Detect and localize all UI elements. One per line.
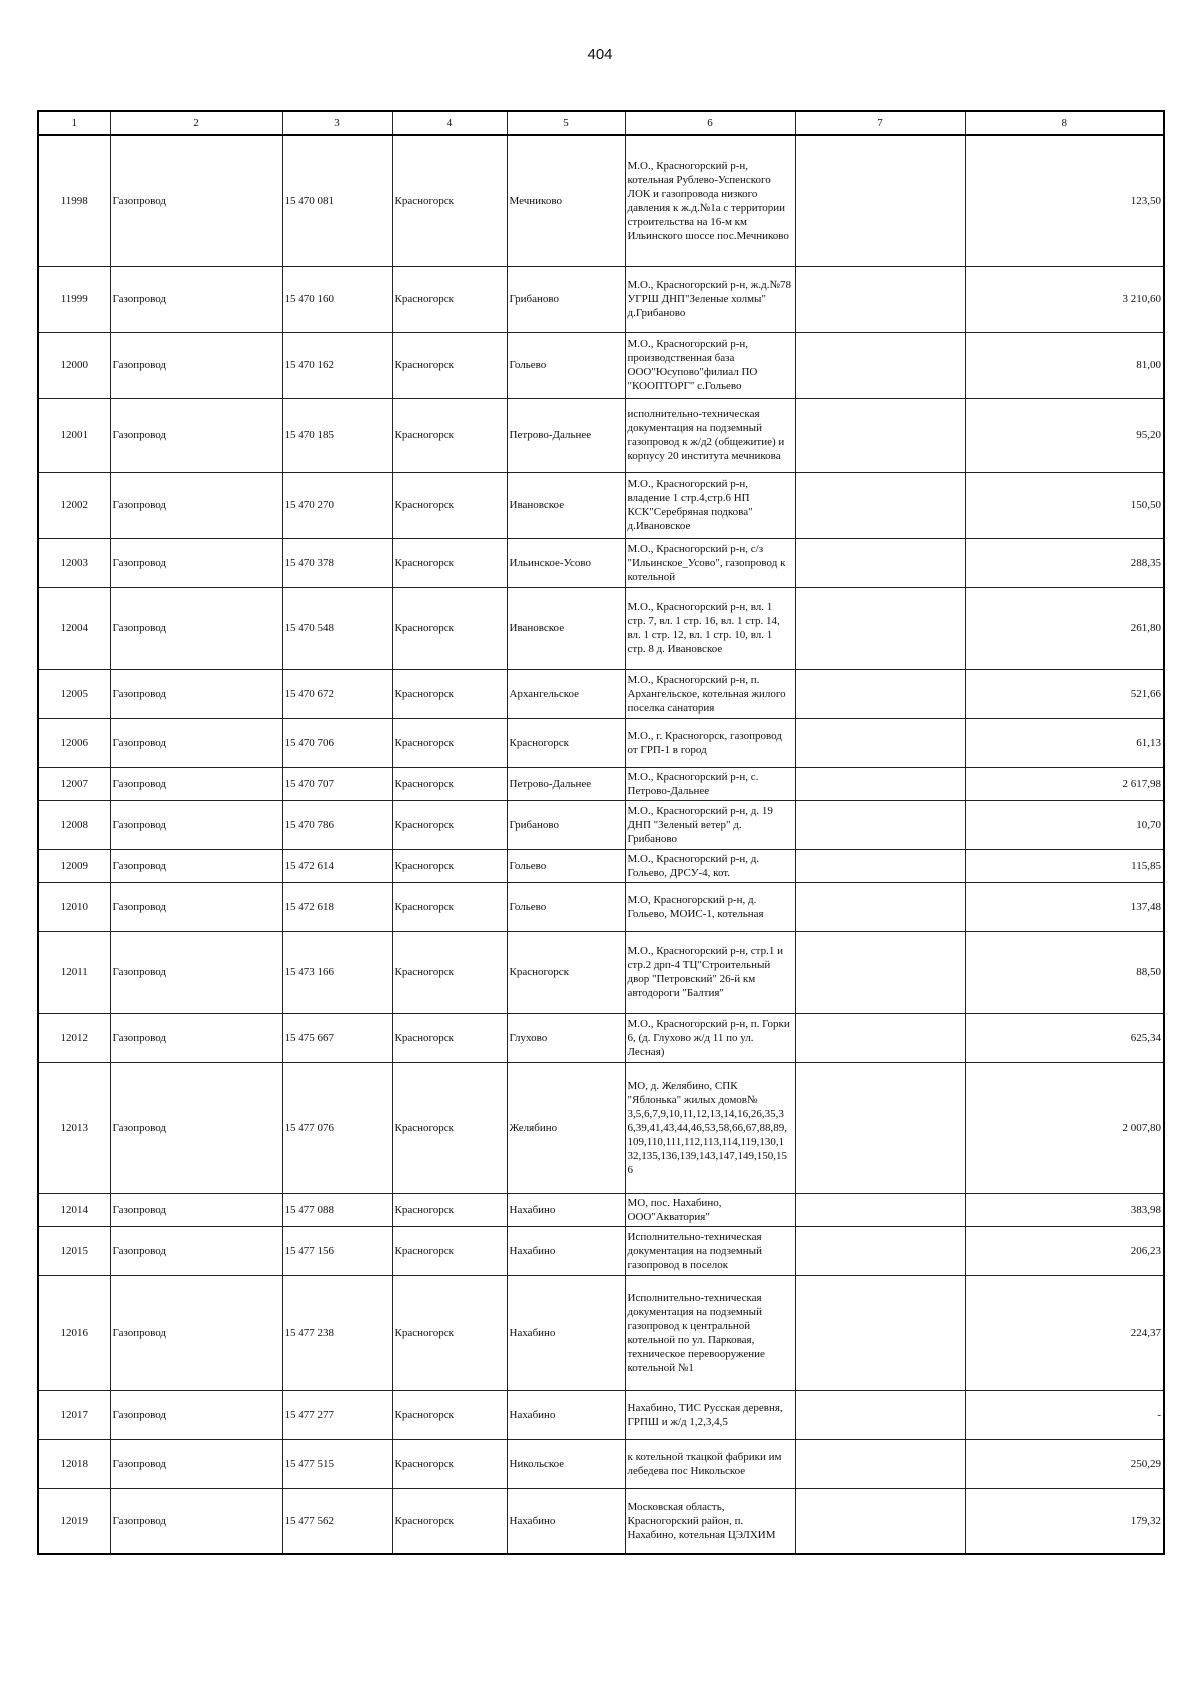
district: Красногорск bbox=[392, 849, 507, 882]
district: Красногорск bbox=[392, 882, 507, 931]
object-name: Газопровод bbox=[110, 266, 282, 332]
object-name: Газопровод bbox=[110, 538, 282, 587]
address: М.О., Красногорский р-н, п. Горки 6, (д. Глухово ж/д 11 по ул. Лесная) bbox=[625, 1013, 795, 1062]
district: Красногорск bbox=[392, 538, 507, 587]
object-code: 15 477 088 bbox=[282, 1193, 392, 1226]
column-7-cell bbox=[795, 266, 965, 332]
object-code: 15 470 162 bbox=[282, 332, 392, 398]
locality: Красногорск bbox=[507, 931, 625, 1013]
district: Красногорск bbox=[392, 1439, 507, 1488]
column-7-cell bbox=[795, 767, 965, 800]
column-7-cell bbox=[795, 1062, 965, 1193]
column-7-cell bbox=[795, 332, 965, 398]
object-name: Газопровод bbox=[110, 1439, 282, 1488]
row-number: 12000 bbox=[38, 332, 110, 398]
address: М.О., Красногорский р-н, д. 19 ДНП "Зеленый ветер" д. Грибаново bbox=[625, 800, 795, 849]
column-header: 7 bbox=[795, 111, 965, 135]
district: Красногорск bbox=[392, 1488, 507, 1554]
row-number: 12001 bbox=[38, 398, 110, 472]
object-name: Газопровод bbox=[110, 398, 282, 472]
district: Красногорск bbox=[392, 1193, 507, 1226]
locality: Нахабино bbox=[507, 1390, 625, 1439]
address: Исполнительно-техническая документация на подземный газопровод к центральной котельной по ул. Парковая, техническое перевооружение котельной №1 bbox=[625, 1275, 795, 1390]
locality: Нахабино bbox=[507, 1488, 625, 1554]
locality: Нахабино bbox=[507, 1226, 625, 1275]
value-cell: 10,70 bbox=[965, 800, 1164, 849]
table-row bbox=[38, 398, 1164, 472]
district: Красногорск bbox=[392, 587, 507, 669]
table-row bbox=[38, 266, 1164, 332]
column-7-cell bbox=[795, 718, 965, 767]
table-row bbox=[38, 1390, 1164, 1439]
table-row bbox=[38, 1193, 1164, 1226]
address: Исполнительно-техническая документация на подземный газопровод в поселок bbox=[625, 1226, 795, 1275]
district: Красногорск bbox=[392, 266, 507, 332]
object-code: 15 470 378 bbox=[282, 538, 392, 587]
address: М.О, Красногорский р-н, д. Гольево, МОИС-1, котельная bbox=[625, 882, 795, 931]
registry-table bbox=[37, 110, 1165, 1555]
address: М.О., Красногорский р-н, владение 1 стр.4,стр.6 НП КСК"Серебряная подкова" д.Ивановское bbox=[625, 472, 795, 538]
address: Нахабино, ТИС Русская деревня, ГРПШ и ж/д 1,2,3,4,5 bbox=[625, 1390, 795, 1439]
locality: Грибаново bbox=[507, 266, 625, 332]
value-cell: 3 210,60 bbox=[965, 266, 1164, 332]
locality: Гольево bbox=[507, 849, 625, 882]
row-number: 12006 bbox=[38, 718, 110, 767]
address: М.О., г. Красногорск, газопровод от ГРП-1 в город bbox=[625, 718, 795, 767]
object-name: Газопровод bbox=[110, 135, 282, 266]
table-row bbox=[38, 587, 1164, 669]
locality: Красногорск bbox=[507, 718, 625, 767]
object-name: Газопровод bbox=[110, 718, 282, 767]
address: М.О., Красногорский р-н, вл. 1 стр. 7, вл. 1 стр. 16, вл. 1 стр. 14, вл. 1 стр. 12, вл. 1 стр. 10, вл. 1 стр. 8 д. Ивановское bbox=[625, 587, 795, 669]
district: Красногорск bbox=[392, 767, 507, 800]
row-number: 12003 bbox=[38, 538, 110, 587]
row-number: 12011 bbox=[38, 931, 110, 1013]
object-code: 15 470 185 bbox=[282, 398, 392, 472]
locality: Гольево bbox=[507, 882, 625, 931]
value-cell: 625,34 bbox=[965, 1013, 1164, 1062]
value-cell: 123,50 bbox=[965, 135, 1164, 266]
value-cell: 261,80 bbox=[965, 587, 1164, 669]
column-7-cell bbox=[795, 1390, 965, 1439]
address: М.О., Красногорский р-н, д. Гольево, ДРСУ-4, кот. bbox=[625, 849, 795, 882]
column-7-cell bbox=[795, 669, 965, 718]
table-row bbox=[38, 1226, 1164, 1275]
object-code: 15 477 277 bbox=[282, 1390, 392, 1439]
object-name: Газопровод bbox=[110, 800, 282, 849]
object-name: Газопровод bbox=[110, 472, 282, 538]
column-7-cell bbox=[795, 1193, 965, 1226]
table-row bbox=[38, 538, 1164, 587]
table-row bbox=[38, 1439, 1164, 1488]
column-header: 4 bbox=[392, 111, 507, 135]
table-row bbox=[38, 1488, 1164, 1554]
value-cell: - bbox=[965, 1390, 1164, 1439]
object-code: 15 477 515 bbox=[282, 1439, 392, 1488]
district: Красногорск bbox=[392, 800, 507, 849]
value-cell: 206,23 bbox=[965, 1226, 1164, 1275]
row-number: 12018 bbox=[38, 1439, 110, 1488]
value-cell: 288,35 bbox=[965, 538, 1164, 587]
column-header: 2 bbox=[110, 111, 282, 135]
value-cell: 179,32 bbox=[965, 1488, 1164, 1554]
address: М.О., Красногорский р-н, котельная Рублево-Успенского ЛОК и газопровода низкого давления к ж.д.№1а с территории строительства на 16-м км Ильинского шоссе пос.Мечниково bbox=[625, 135, 795, 266]
object-code: 15 470 707 bbox=[282, 767, 392, 800]
table-row bbox=[38, 332, 1164, 398]
address: М.О., Красногорский р-н, стр.1 и стр.2 дрп-4 ТЦ"Строительный двор "Петровский" 26-й км автодороги "Балтия" bbox=[625, 931, 795, 1013]
object-code: 15 470 081 bbox=[282, 135, 392, 266]
page-number: 404 bbox=[587, 46, 613, 63]
column-7-cell bbox=[795, 135, 965, 266]
column-7-cell bbox=[795, 538, 965, 587]
table-row bbox=[38, 882, 1164, 931]
object-name: Газопровод bbox=[110, 1193, 282, 1226]
value-cell: 81,00 bbox=[965, 332, 1164, 398]
value-cell: 224,37 bbox=[965, 1275, 1164, 1390]
column-7-cell bbox=[795, 800, 965, 849]
locality: Нахабино bbox=[507, 1275, 625, 1390]
column-7-cell bbox=[795, 1013, 965, 1062]
header-row bbox=[38, 111, 1164, 135]
object-name: Газопровод bbox=[110, 882, 282, 931]
column-7-cell bbox=[795, 587, 965, 669]
object-name: Газопровод bbox=[110, 332, 282, 398]
district: Красногорск bbox=[392, 1275, 507, 1390]
object-name: Газопровод bbox=[110, 1226, 282, 1275]
locality: Глухово bbox=[507, 1013, 625, 1062]
district: Красногорск bbox=[392, 332, 507, 398]
district: Красногорск bbox=[392, 931, 507, 1013]
object-code: 15 470 706 bbox=[282, 718, 392, 767]
column-7-cell bbox=[795, 849, 965, 882]
district: Красногорск bbox=[392, 669, 507, 718]
row-number: 11999 bbox=[38, 266, 110, 332]
column-header: 8 bbox=[965, 111, 1164, 135]
value-cell: 88,50 bbox=[965, 931, 1164, 1013]
value-cell: 150,50 bbox=[965, 472, 1164, 538]
district: Красногорск bbox=[392, 1390, 507, 1439]
address: М.О., Красногорский р-н, с/з "Ильинское_Усово", газопровод к котельной bbox=[625, 538, 795, 587]
address: М.О., Красногорский р-н, с. Петрово-Дальнее bbox=[625, 767, 795, 800]
address: М.О., Красногорский р-н, ж.д.№78 УГРШ ДНП"Зеленые холмы" д.Грибаново bbox=[625, 266, 795, 332]
locality: Нахабино bbox=[507, 1193, 625, 1226]
value-cell: 383,98 bbox=[965, 1193, 1164, 1226]
value-cell: 137,48 bbox=[965, 882, 1164, 931]
object-code: 15 475 667 bbox=[282, 1013, 392, 1062]
table-row bbox=[38, 1062, 1164, 1193]
locality: Петрово-Дальнее bbox=[507, 767, 625, 800]
object-code: 15 477 562 bbox=[282, 1488, 392, 1554]
row-number: 12007 bbox=[38, 767, 110, 800]
object-code: 15 470 160 bbox=[282, 266, 392, 332]
row-number: 12014 bbox=[38, 1193, 110, 1226]
address: к котельной ткацкой фабрики им лебедева пос Никольское bbox=[625, 1439, 795, 1488]
locality: Ивановское bbox=[507, 472, 625, 538]
row-number: 12012 bbox=[38, 1013, 110, 1062]
value-cell: 2 007,80 bbox=[965, 1062, 1164, 1193]
object-code: 15 477 156 bbox=[282, 1226, 392, 1275]
column-header: 1 bbox=[38, 111, 110, 135]
object-code: 15 472 614 bbox=[282, 849, 392, 882]
object-name: Газопровод bbox=[110, 849, 282, 882]
row-number: 12015 bbox=[38, 1226, 110, 1275]
table-row bbox=[38, 1275, 1164, 1390]
table-row bbox=[38, 472, 1164, 538]
object-name: Газопровод bbox=[110, 669, 282, 718]
value-cell: 95,20 bbox=[965, 398, 1164, 472]
locality: Желябино bbox=[507, 1062, 625, 1193]
district: Красногорск bbox=[392, 398, 507, 472]
column-header: 5 bbox=[507, 111, 625, 135]
locality: Никольское bbox=[507, 1439, 625, 1488]
object-name: Газопровод bbox=[110, 1390, 282, 1439]
locality: Мечниково bbox=[507, 135, 625, 266]
column-7-cell bbox=[795, 1275, 965, 1390]
row-number: 12017 bbox=[38, 1390, 110, 1439]
column-7-cell bbox=[795, 882, 965, 931]
object-code: 15 470 270 bbox=[282, 472, 392, 538]
object-name: Газопровод bbox=[110, 1488, 282, 1554]
table-row bbox=[38, 1013, 1164, 1062]
address: МО, пос. Нахабино, ООО"Акватория" bbox=[625, 1193, 795, 1226]
district: Красногорск bbox=[392, 472, 507, 538]
column-7-cell bbox=[795, 398, 965, 472]
table-row bbox=[38, 718, 1164, 767]
row-number: 12013 bbox=[38, 1062, 110, 1193]
object-name: Газопровод bbox=[110, 931, 282, 1013]
column-header: 3 bbox=[282, 111, 392, 135]
column-7-cell bbox=[795, 1439, 965, 1488]
locality: Архангельское bbox=[507, 669, 625, 718]
row-number: 12016 bbox=[38, 1275, 110, 1390]
address: исполнительно-техническая документация на подземный газопровод к ж/д2 (общежитие) и корпусу 20 института мечникова bbox=[625, 398, 795, 472]
row-number: 12005 bbox=[38, 669, 110, 718]
column-header: 6 bbox=[625, 111, 795, 135]
object-name: Газопровод bbox=[110, 587, 282, 669]
object-name: Газопровод bbox=[110, 1013, 282, 1062]
object-code: 15 470 786 bbox=[282, 800, 392, 849]
address: М.О., Красногорский р-н, п. Архангельское, котельная жилого поселка санатория bbox=[625, 669, 795, 718]
address: М.О., Красногорский р-н, производственная база ООО"Юсупово"филиал ПО "КООПТОРГ" с.Гольево bbox=[625, 332, 795, 398]
value-cell: 250,29 bbox=[965, 1439, 1164, 1488]
object-name: Газопровод bbox=[110, 767, 282, 800]
column-7-cell bbox=[795, 1226, 965, 1275]
address: МО, д. Желябино, СПК "Яблонька" жилых домов№ 3,5,6,7,9,10,11,12,13,14,16,26,35,3 6,39,41,43,44,46,53,58,66,67,88,89, 109,110,111,112,113,114,119,130,1 32,135,136,139,143,147,149,150,15 6 bbox=[625, 1062, 795, 1193]
table-row bbox=[38, 669, 1164, 718]
column-7-cell bbox=[795, 1488, 965, 1554]
table-row bbox=[38, 135, 1164, 266]
row-number: 12008 bbox=[38, 800, 110, 849]
row-number: 11998 bbox=[38, 135, 110, 266]
value-cell: 115,85 bbox=[965, 849, 1164, 882]
row-number: 12019 bbox=[38, 1488, 110, 1554]
column-7-cell bbox=[795, 931, 965, 1013]
locality: Гольево bbox=[507, 332, 625, 398]
object-code: 15 470 548 bbox=[282, 587, 392, 669]
object-code: 15 473 166 bbox=[282, 931, 392, 1013]
row-number: 12002 bbox=[38, 472, 110, 538]
district: Красногорск bbox=[392, 1226, 507, 1275]
district: Красногорск bbox=[392, 135, 507, 266]
locality: Петрово-Дальнее bbox=[507, 398, 625, 472]
district: Красногорск bbox=[392, 1013, 507, 1062]
column-7-cell bbox=[795, 472, 965, 538]
object-name: Газопровод bbox=[110, 1062, 282, 1193]
locality: Ивановское bbox=[507, 587, 625, 669]
district: Красногорск bbox=[392, 718, 507, 767]
object-code: 15 477 238 bbox=[282, 1275, 392, 1390]
value-cell: 521,66 bbox=[965, 669, 1164, 718]
value-cell: 2 617,98 bbox=[965, 767, 1164, 800]
locality: Ильинское-Усово bbox=[507, 538, 625, 587]
table-row bbox=[38, 800, 1164, 849]
district: Красногорск bbox=[392, 1062, 507, 1193]
table-row bbox=[38, 767, 1164, 800]
row-number: 12009 bbox=[38, 849, 110, 882]
table-row bbox=[38, 931, 1164, 1013]
address: Московская область, Красногорский район, п. Нахабино, котельная ЦЭЛХИМ bbox=[625, 1488, 795, 1554]
object-code: 15 477 076 bbox=[282, 1062, 392, 1193]
value-cell: 61,13 bbox=[965, 718, 1164, 767]
row-number: 12004 bbox=[38, 587, 110, 669]
table-row bbox=[38, 849, 1164, 882]
object-code: 15 472 618 bbox=[282, 882, 392, 931]
row-number: 12010 bbox=[38, 882, 110, 931]
object-code: 15 470 672 bbox=[282, 669, 392, 718]
locality: Грибаново bbox=[507, 800, 625, 849]
object-name: Газопровод bbox=[110, 1275, 282, 1390]
